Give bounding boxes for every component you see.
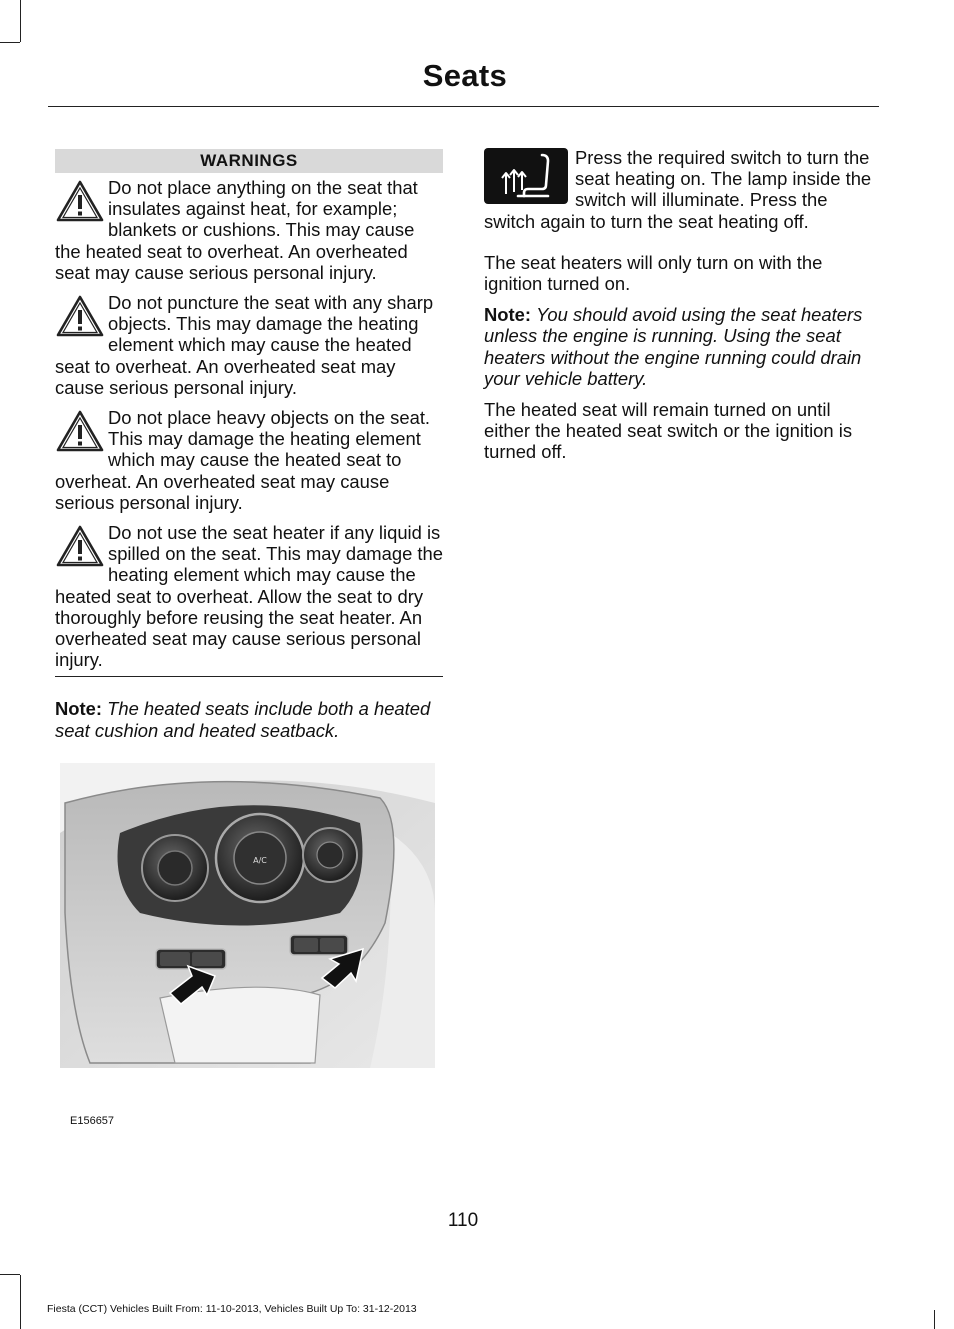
warnings-heading: WARNINGS xyxy=(55,149,443,173)
paragraph: The heated seat will remain turned on until either the heated seat switch or the ignition is turned off. xyxy=(484,399,853,463)
footer-text: Fiesta (CCT) Vehicles Built From: 11-10-2013, Vehicles Built Up To: 31-12-2013 xyxy=(47,1303,417,1315)
warning-item xyxy=(55,292,443,398)
warning-text: Do not place anything on the seat that insulates against heat, for example; blankets or cushions. This may cause the heated seat to overheat. An overheated seat may cause serious personal injury. xyxy=(55,177,418,283)
dashboard-heated-seat-switches-illustration xyxy=(60,763,435,1068)
note-label: Note: xyxy=(55,698,102,720)
note xyxy=(484,304,876,389)
crop-mark xyxy=(0,1274,20,1275)
warning-item xyxy=(55,177,443,283)
left-column xyxy=(55,149,443,1127)
warnings-divider xyxy=(55,676,443,677)
page-number: 110 xyxy=(447,1210,479,1231)
paragraph: The seat heaters will only turn on with the ignition turned on. xyxy=(484,251,823,295)
note-text: The heated seats include both a heated seat cushion and heated seatback. xyxy=(55,698,431,741)
page-title: Seats xyxy=(422,58,507,93)
figure-code: E156657 xyxy=(70,1115,115,1127)
warning-item xyxy=(55,407,443,513)
warning-text: Do not place heavy objects on the seat. This may damage the heating element which may cause the heated seat to overheat. An overheated seat may cause serious personal injury. xyxy=(55,407,431,513)
warning-triangle-icon xyxy=(55,294,105,338)
svg-text:A/C: A/C xyxy=(253,855,267,865)
note-label: Note: xyxy=(484,304,531,326)
crop-mark xyxy=(20,0,21,42)
paragraph xyxy=(484,147,876,232)
note-text: You should avoid using the seat heaters unless the engine is running. Using the seat heaters without the engine running could drain your vehicle battery. xyxy=(484,304,863,389)
crop-mark xyxy=(20,1275,21,1329)
right-column xyxy=(484,147,876,473)
crop-mark xyxy=(934,1310,935,1329)
crop-mark xyxy=(0,42,20,43)
warning-triangle-icon xyxy=(55,524,105,568)
note xyxy=(55,698,443,740)
title-divider xyxy=(48,106,879,107)
warning-item xyxy=(55,522,443,670)
warning-text: Do not puncture the seat with any sharp objects. This may damage the heating element which may cause the heated seat to overheat. An overheated seat may cause serious personal injury. xyxy=(55,292,434,398)
dashboard-figure xyxy=(60,763,435,1068)
warning-triangle-icon xyxy=(55,179,105,223)
paragraph-text: Press the required switch to turn the seat heating on. The lamp inside the switch will illuminate. Press the switch again to turn the seat heating off. xyxy=(484,147,872,232)
warning-text: Do not use the seat heater if any liquid is spilled on the seat. This may damage the heating element which may cause the heated seat to overheat. Allow the seat to dry thoroughly before reusing the seat heater. An overheated seat may cause serious personal injury. xyxy=(55,522,443,671)
heated-seat-icon xyxy=(484,148,568,204)
warning-triangle-icon xyxy=(55,409,105,453)
